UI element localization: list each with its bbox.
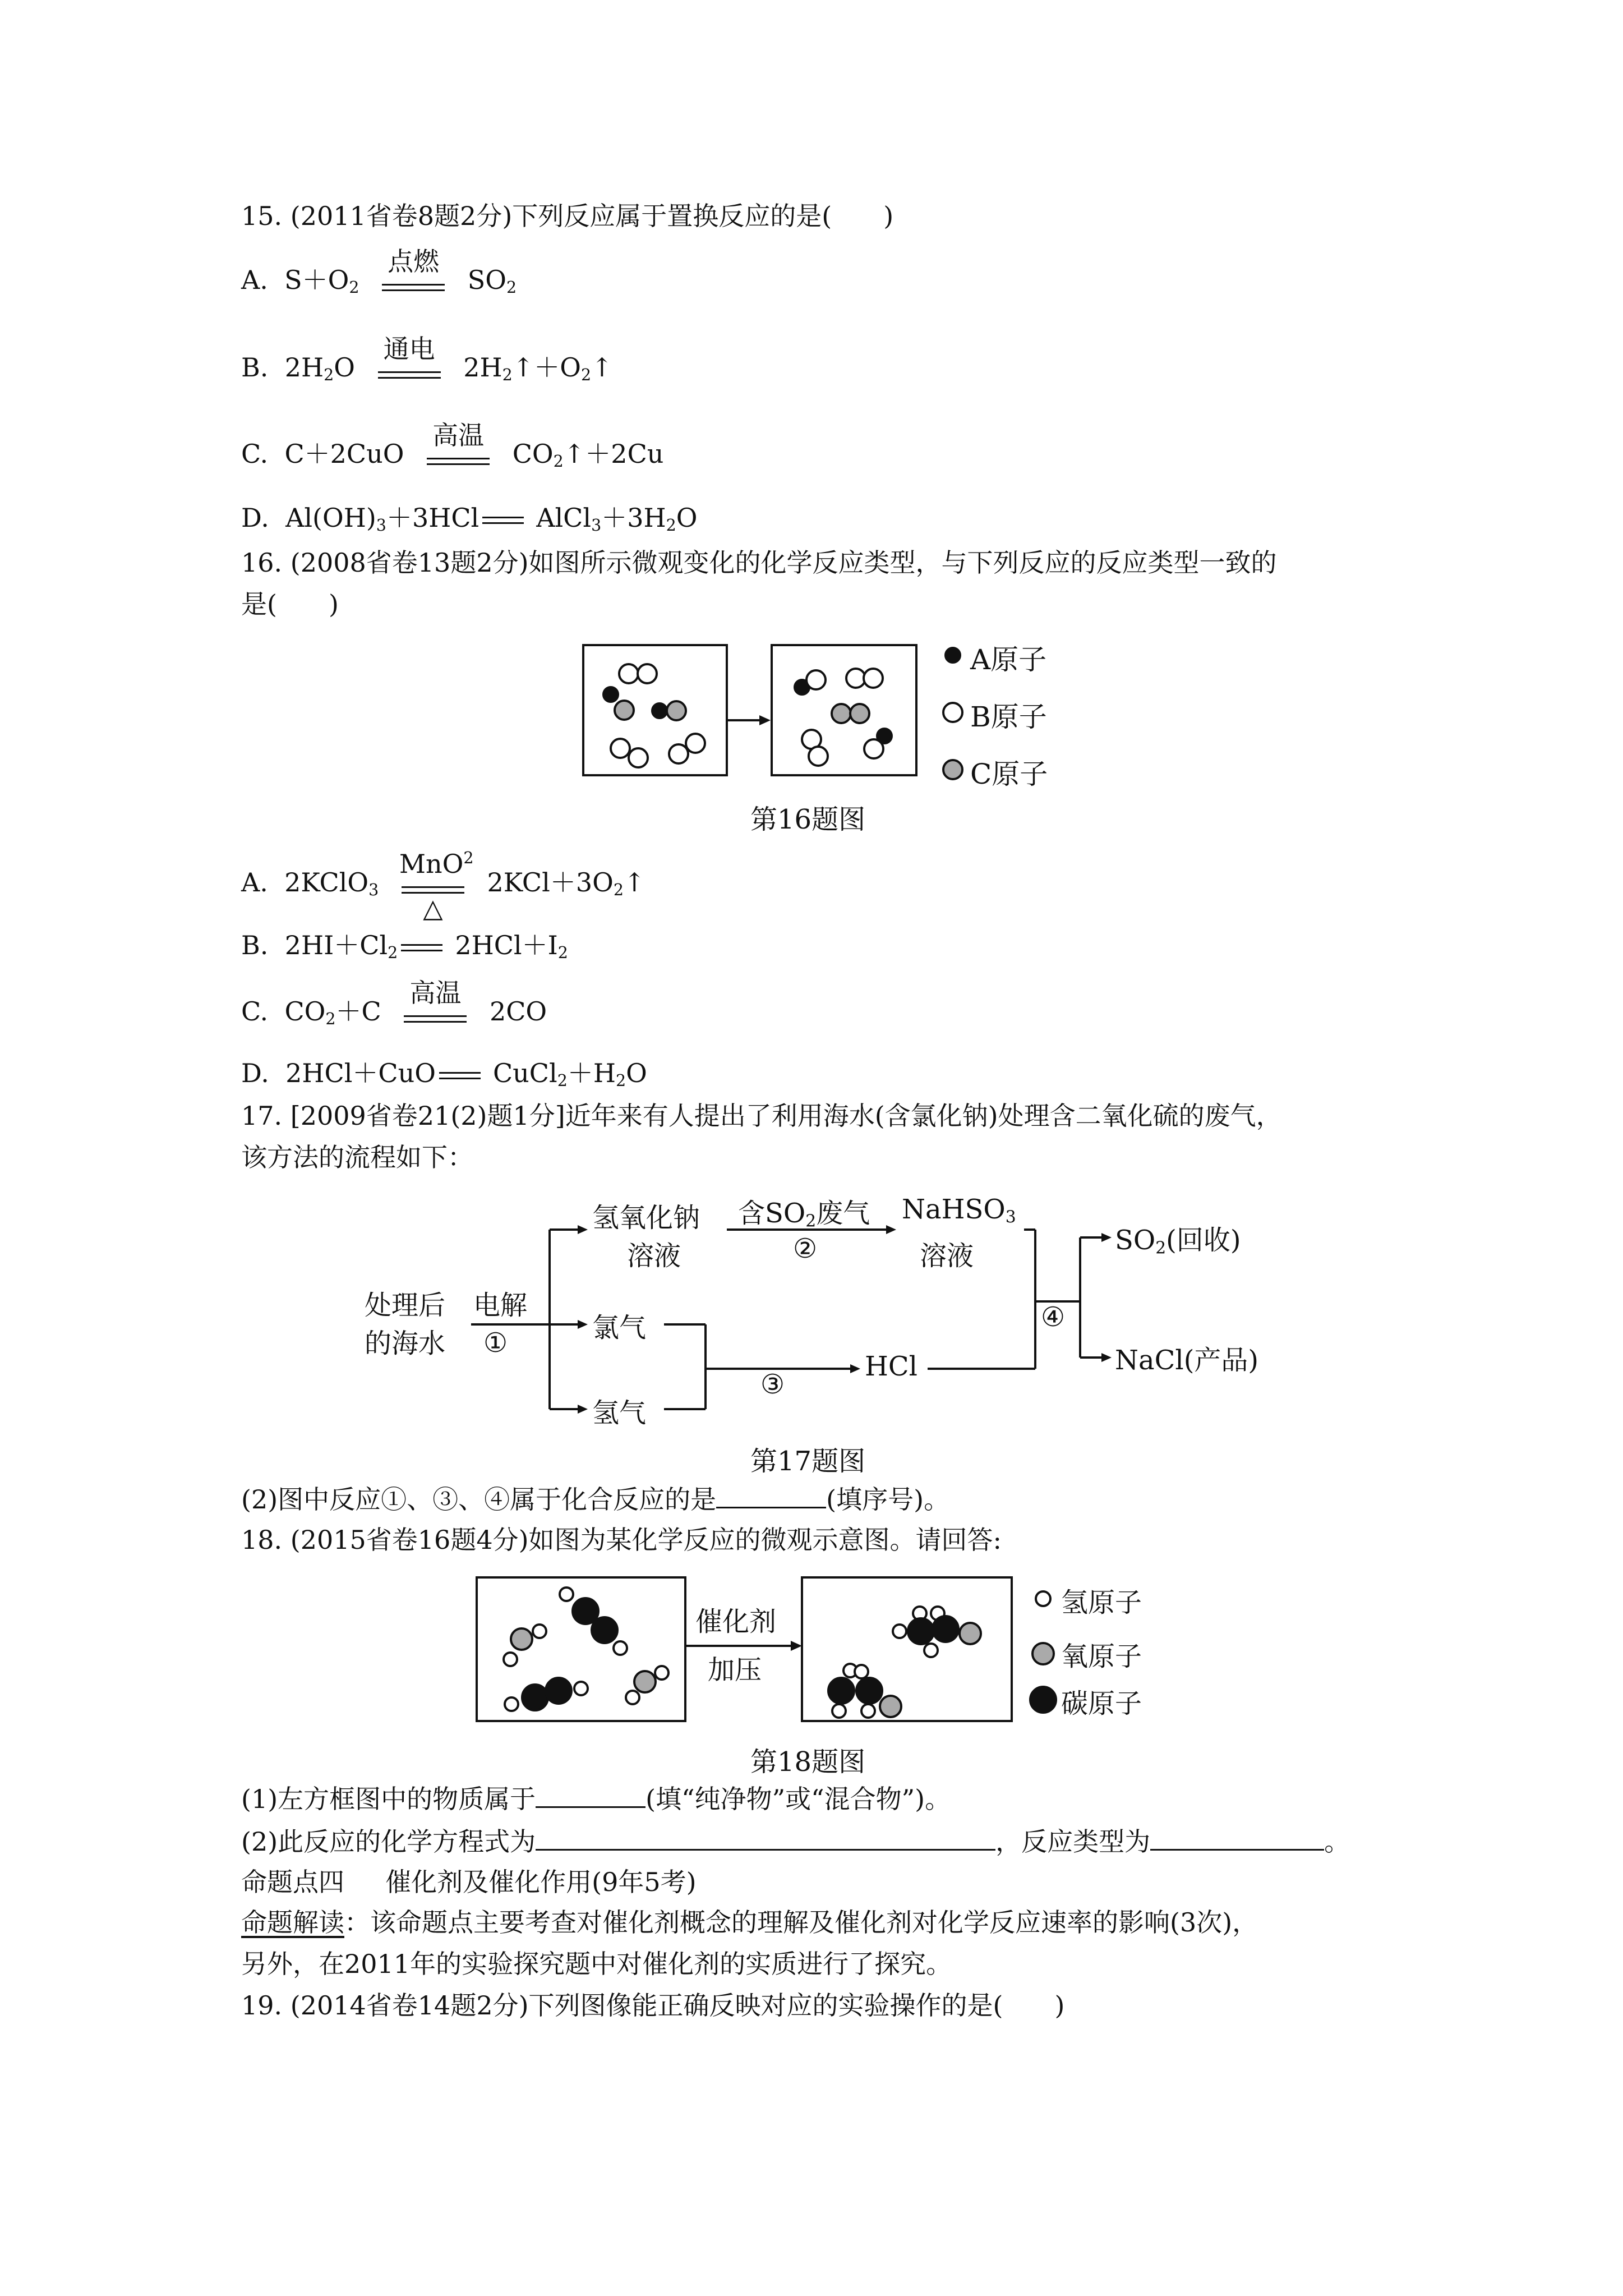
carbon-atom: [573, 1598, 598, 1624]
hydrogen-atom: [614, 1641, 627, 1655]
q18-sub2: (2)此反应的化学方程式为 ，反应类型为 。: [241, 1826, 1350, 1857]
hydrogen-atom: [626, 1691, 639, 1704]
q16-legend-b: B原子: [970, 701, 1047, 733]
reaction-equals-sign: 通电: [376, 356, 443, 384]
carbon-atom: [522, 1685, 548, 1710]
hydrogen-atom: [504, 1653, 517, 1666]
q17-stem-line2: 该方法的流程如下：: [241, 1142, 473, 1172]
flow-step-2: ②: [793, 1233, 818, 1264]
q16-option-d: D. 2HCl＋CuO $CuCl_2+H_2O$: [241, 1058, 647, 1091]
oxygen-atom-legend-icon: [1032, 1643, 1054, 1664]
hydrogen-atom: [533, 1625, 546, 1638]
oxygen-atom: [511, 1628, 532, 1650]
carbon-atom: [546, 1678, 571, 1704]
flow-step-1: ①: [483, 1327, 508, 1359]
answer-blank[interactable]: [1150, 1825, 1324, 1851]
q17-sub2: (2)图中反应①、③、④属于化合反应的是 (填序号)。: [241, 1484, 950, 1515]
flow-hydrogen: 氢气: [592, 1397, 647, 1429]
q19-stem: 19. (2014省卷14题2分)下列图像能正确反映对应的实验操作的是( ): [241, 1990, 1065, 2021]
q18-condition-catalyst: 催化剂: [695, 1606, 777, 1637]
arrow-head-icon: [791, 1641, 802, 1651]
reaction-equals-sign: 点燃: [380, 268, 447, 296]
hydrogen-atom: [574, 1682, 588, 1695]
q16-stem-line2: 是( ): [241, 589, 339, 619]
q16-legend-c: C原子: [970, 758, 1048, 790]
carbon-atom-legend-icon: [1030, 1687, 1056, 1713]
carbon-atom: [933, 1616, 958, 1642]
q16-option-a: A. 2KClO$_3$ MnO$^2$ △ $2KCl+3O_2↑$: [241, 848, 645, 923]
q16-option-b: B. $2HI+Cl_2$ $2HCl+I_2$: [241, 930, 568, 963]
q18-caption: 第18题图: [750, 1746, 866, 1778]
carbon-atom: [908, 1618, 934, 1644]
q18-legend-hydrogen: 氢原子: [1061, 1587, 1142, 1618]
q15-option-c: C. C＋2CuO 高温 $CO_2↑+2Cu$: [241, 420, 664, 471]
hydrogen-atom: [655, 1666, 668, 1680]
flow-step-4: ④: [1041, 1301, 1066, 1333]
answer-blank[interactable]: [536, 1783, 645, 1808]
carbon-atom: [856, 1678, 882, 1704]
section-title: 命题点四 催化剂及催化作用(9年5考): [241, 1867, 697, 1897]
reaction-equals-sign: MnO$^2$ △: [399, 848, 474, 923]
flow-start-2: 的海水: [365, 1328, 446, 1359]
flow-naoh-2: 溶液: [627, 1240, 681, 1272]
carbon-atom: [592, 1617, 617, 1643]
hydrogen-atom: [861, 1704, 875, 1718]
flow-so2-recovered: $SO_2$(回收): [1115, 1225, 1241, 1258]
q15-stem: 15. (2011省卷8题2分)下列反应属于置换反应的是( ): [241, 201, 894, 231]
oxygen-atom: [880, 1696, 901, 1717]
q15-option-d: D. $Al(OH)_3+3HCl$ $AlCl_3+3H_2O$: [241, 503, 698, 535]
q17-caption: 第17题图: [750, 1446, 866, 1477]
section-interpretation: 命题解读：该命题点主要考查对催化剂概念的理解及催化剂对化学反应速率的影响(3次)，: [241, 1907, 1258, 1938]
q18-sub1: (1)左方框图中的物质属于 (填“纯净物”或“混合物”)。: [241, 1784, 951, 1814]
answer-blank[interactable]: [536, 1825, 995, 1851]
oxygen-atom: [960, 1623, 981, 1644]
flow-hcl: HCl: [865, 1351, 917, 1382]
carbon-atom: [828, 1678, 854, 1704]
flow-chlorine: 氯气: [592, 1312, 647, 1343]
reaction-equals-sign: 高温: [425, 442, 492, 470]
q18-legend-carbon: 碳原子: [1061, 1688, 1142, 1719]
hydrogen-atom: [855, 1665, 868, 1678]
flow-start-1: 处理后: [365, 1290, 446, 1321]
q16-legend-a: A原子: [970, 643, 1047, 676]
flow-step-3: ③: [760, 1369, 785, 1400]
q15-option-a: A. $S+O_2$ 点燃 $SO_2$: [241, 246, 517, 297]
hydrogen-atom: [893, 1625, 906, 1638]
reaction-equals-sign: 高温: [402, 1000, 469, 1028]
oxygen-atom: [634, 1671, 656, 1692]
q16-caption: 第16题图: [750, 804, 866, 835]
q16-option-c: C. $CO_2+C$ 高温 2CO: [241, 977, 547, 1029]
flow-so2-waste: 含$SO_2$废气: [738, 1198, 870, 1231]
flow-nacl-product: NaCl(产品): [1115, 1345, 1259, 1376]
q16-stem-line1: 16. (2008省卷13题2分)如图所示微观变化的化学反应类型，与下列反应的反应类型一致的: [241, 547, 1277, 578]
hydrogen-atom: [832, 1704, 846, 1718]
q18-condition-pressure: 加压: [708, 1654, 762, 1686]
flow-nahso3: NaHSO$_3$: [902, 1194, 1016, 1227]
q15-option-b: B. $2H_2O$ 通电 $2H_2↑+O_2↑$: [241, 333, 613, 385]
section-interpretation-line2: 另外，在2011年的实验探究题中对催化剂的实质进行了探究。: [241, 1949, 952, 1979]
hydrogen-atom: [505, 1697, 518, 1711]
hydrogen-atom: [924, 1644, 938, 1657]
q18-legend-oxygen: 氧原子: [1061, 1641, 1142, 1672]
flow-naoh-1: 氢氧化钠: [592, 1202, 700, 1234]
q17-stem-line1: 17. [2009省卷21(2)题1分]近年来有人提出了利用海水(含氯化钠)处理含二氧化硫的废气，: [241, 1101, 1282, 1131]
q18-stem: 18. (2015省卷16题4分)如图为某化学反应的微观示意图。请回答:: [241, 1525, 1002, 1555]
flow-nahso3-solution: 溶液: [920, 1240, 974, 1272]
hydrogen-atom: [560, 1588, 573, 1601]
hydrogen-atom-legend-icon: [1036, 1591, 1050, 1606]
flow-electrolysis: 电解: [473, 1290, 528, 1321]
